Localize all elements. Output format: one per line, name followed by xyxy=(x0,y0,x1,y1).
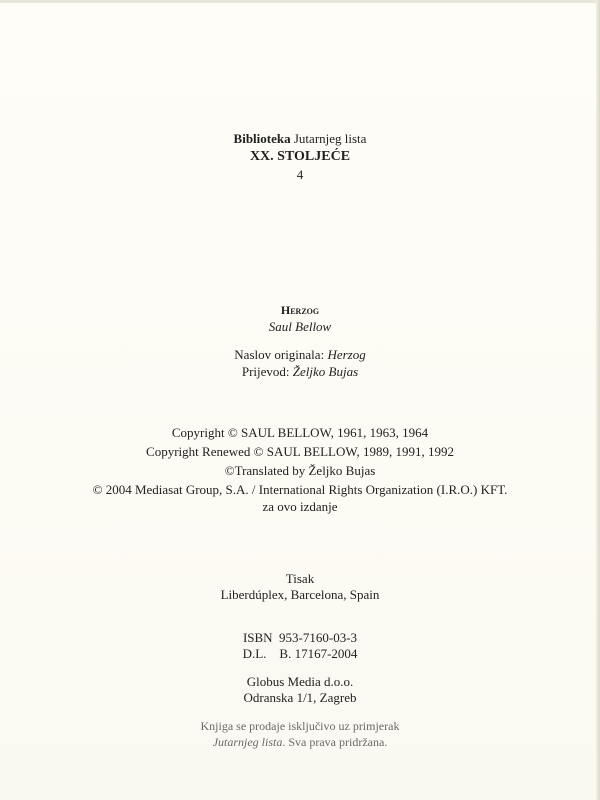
library-line xyxy=(0,131,600,147)
library-name-bold: Biblioteka xyxy=(233,131,291,146)
publisher-name: Globus Media d.o.o. xyxy=(246,674,354,689)
printer-name: Liberdúplex, Barcelona, Spain xyxy=(220,587,380,602)
legal-deposit: D.L. B. 17167-2004 xyxy=(242,646,358,661)
sales-notice-line-1: Knjiga se prodaje isključivo uz primjerak xyxy=(200,719,400,733)
translation-label: Prijevod: xyxy=(241,364,293,379)
original-title-label: Naslov originala: xyxy=(234,347,328,362)
series-title: XX. STOLJEĆE xyxy=(249,149,351,164)
isbn: ISBN 953-7160-03-3 xyxy=(242,630,358,645)
publisher-address: Odranska 1/1, Zagreb xyxy=(243,690,357,705)
printing-label: Tisak xyxy=(285,571,315,586)
copyright-line-5: za ovo izdanje xyxy=(262,499,338,514)
newspaper-name: Jutarnjeg lista xyxy=(212,735,283,749)
copyright-line-1: Copyright © SAUL BELLOW, 1961, 1963, 1964 xyxy=(171,425,429,440)
sales-notice-line-2 xyxy=(0,734,600,750)
copyright-line-4: © 2004 Mediasat Group, S.A. / International Rights Organization (I.R.O.) KFT. xyxy=(92,482,508,497)
copyright-line-3: ©Translated by Željko Bujas xyxy=(224,463,376,478)
original-title-value: Herzog xyxy=(327,347,366,362)
page-top-edge xyxy=(0,0,600,3)
copyright-line-2: Copyright Renewed © SAUL BELLOW, 1989, 1991, 1992 xyxy=(146,444,454,459)
library-name-rest: Jutarnjeg lista xyxy=(290,131,367,146)
series-number: 4 xyxy=(296,167,304,182)
rights-reserved: . Sva prava pridržana. xyxy=(282,735,388,749)
book-title: Herzog xyxy=(280,303,320,317)
translator-name: Željko Bujas xyxy=(292,364,359,379)
book-author: Saul Bellow xyxy=(268,319,332,334)
translation-line xyxy=(0,364,600,380)
original-title-line xyxy=(0,347,600,363)
